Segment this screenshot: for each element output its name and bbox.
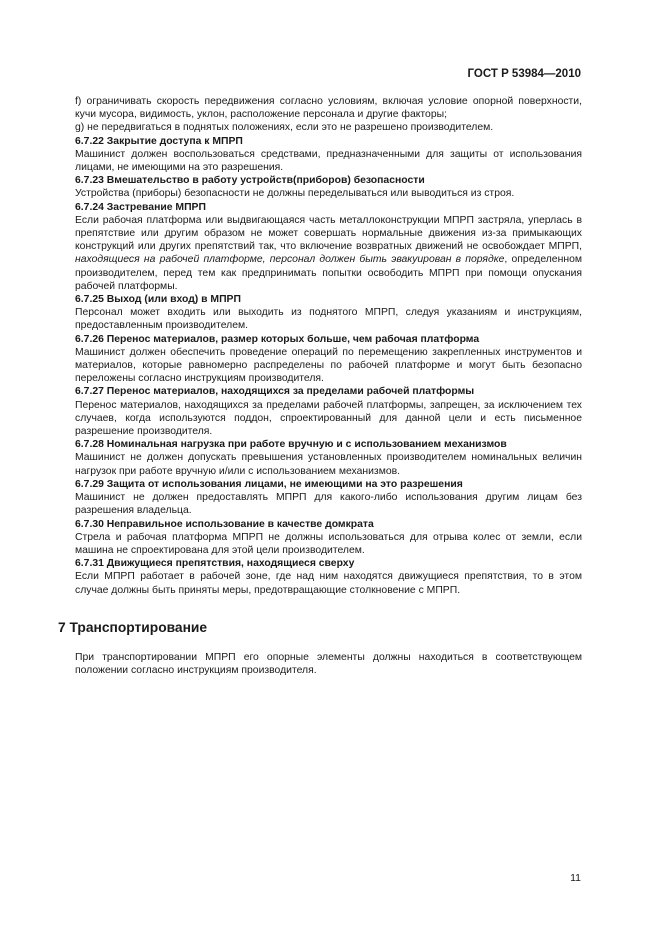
clause-text-6-7-28: Машинист не должен допускать превышения установленных производителем номинальных величин нагрузок при работе вручную и/или с использованием механизмов. — [75, 452, 582, 477]
clause-heading-6-7-26: 6.7.26 Перенос материалов, размер которых больше, чем рабочая платформа — [75, 333, 480, 345]
clause-heading-6-7-31: 6.7.31 Движущиеся препятствия, находящиеся сверху — [75, 558, 355, 570]
clause-text-6-7-30: Стрела и рабочая платформа МПРП не должны использоваться для отрыва колес от земли, если машина не спроектирована для этой цели производителем. — [75, 531, 582, 556]
clause-text-6-7-24-part2: , определенном производителем, перед тем как предпринимать попытки освободить МПРП при помощи опускания рабочей платформы. — [75, 254, 582, 292]
clause-text-6-7-24-italic: находящиеся на рабочей платформе, персонал должен быть эвакуирован в порядке — [75, 254, 505, 266]
clause-heading-6-7-30: 6.7.30 Неправильное использование в качестве домкрата — [75, 518, 374, 530]
clause-text-6-7-22: Машинист должен воспользоваться средствами, предназначенными для защиты от использования лицами, не имеющими на это разрешения. — [75, 148, 582, 174]
section-title-7: 7 Транспортирование — [58, 619, 208, 635]
clause-heading-6-7-25: 6.7.25 Выход (или вход) в МПРП — [75, 294, 241, 306]
clause-heading-6-7-29: 6.7.29 Защита от использования лицами, не имеющими на это разрешения — [75, 478, 463, 490]
clause-heading-6-7-27: 6.7.27 Перенос материалов, находящихся за пределами рабочей платформы — [75, 386, 475, 398]
clause-heading-6-7-24: 6.7.24 Застревание МПРП — [75, 201, 206, 213]
document-body — [58, 95, 582, 677]
clause-text-6-7-23: Устройства (приборы) безопасности не должны переделываться или выводиться из строя. — [75, 188, 515, 200]
list-item-f: f) ограничивать скорость передвижения согласно условиям, включая условие опорной поверхности, кучи мусора, видимость, уклон, расположение персонала и другие факторы; — [75, 96, 582, 121]
clause-text-6-7-31: Если МПРП работает в рабочей зоне, где над ним находятся движущиеся препятствия, то в этом случае должны быть приняты меры, предотвращающие столкновение с МПРП. — [75, 571, 582, 596]
clause-text-6-7-24 — [75, 214, 582, 293]
document-header: ГОСТ Р 53984—2010 — [467, 68, 581, 80]
clause-text-6-7-27: Перенос материалов, находящихся за пределами рабочей платформы, запрещен, за исключением тех случаев, когда используются поддон, спроектированный для данной цели и есть письменное разрешение производителя. — [75, 399, 582, 438]
clause-heading-6-7-23: 6.7.23 Вмешательство в работу устройств(приборов) безопасности — [75, 175, 425, 187]
clause-text-6-7-24-part1: Если рабочая платформа или выдвигающаяся часть металлоконструкции МПРП застряла, уперлась в препятствие или другим образом не может совершать нормальные движения из-за примыкающих конструкций или других препятствий так, что включение возвратных движений не освобождает МПРП, — [75, 214, 582, 253]
clause-text-6-7-26: Машинист должен обеспечить проведение операций по перемещению закрепленных инструментов и материалов, которые равномерно распределены по рабочей платформе и могут быть безопасно переложены согласно инструкциям производителя. — [75, 346, 582, 385]
list-item-g: g) не передвигаться в поднятых положениях, если это не разрешено производителем. — [75, 122, 494, 134]
clause-heading-6-7-22: 6.7.22 Закрытие доступа к МПРП — [75, 135, 243, 147]
section-text-7: При транспортировании МПРП его опорные элементы должны находиться в соответствующем положении согласно инструкциям производителя. — [75, 651, 582, 676]
page-number: 11 — [570, 872, 581, 884]
clause-text-6-7-25: Персонал может входить или выходить из поднятого МПРП, следуя указаниям и инструкциям, предоставленным производителем. — [75, 307, 582, 332]
clause-heading-6-7-28: 6.7.28 Номинальная нагрузка при работе вручную и с использованием механизмов — [75, 439, 507, 451]
clause-text-6-7-29: Машинист не должен предоставлять МПРП для какого-либо использования другим лицам без разрешения владельца. — [75, 492, 582, 517]
